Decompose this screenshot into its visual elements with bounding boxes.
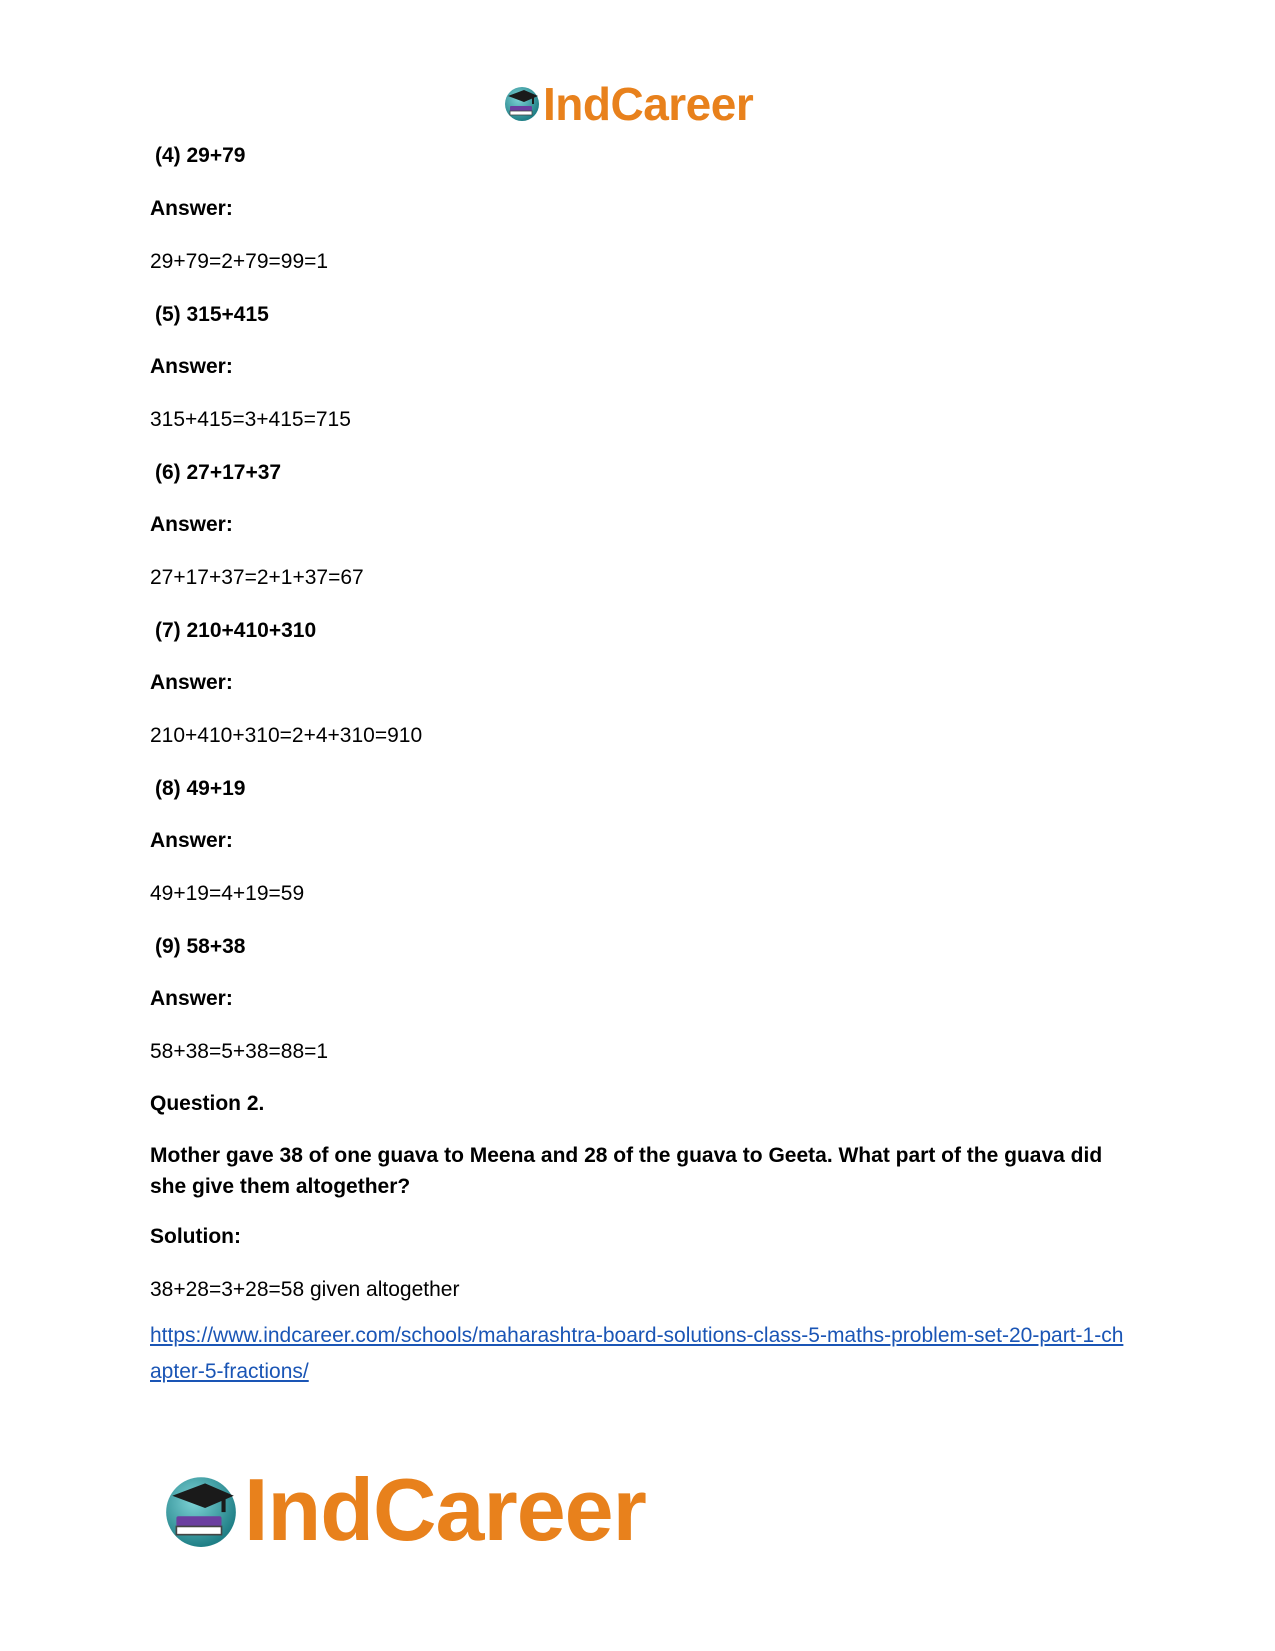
question-2-heading: Question 2. <box>150 1092 265 1115</box>
footer-logo <box>160 1460 646 1559</box>
source-link[interactable]: https://www.indcareer.com/schools/maharashtra-board-solutions-class-5-maths-problem-set-20-part-1-chapter-5-fractions/ <box>150 1324 1124 1383</box>
question-9: (9) 58+38 <box>155 935 246 958</box>
answer-9: 58+38=5+38=88=1 <box>150 1040 329 1063</box>
footer-logo-text: IndCareer <box>244 1460 646 1559</box>
graduation-cap-book-globe-icon <box>160 1467 242 1554</box>
solution-label: Solution: <box>150 1225 241 1248</box>
answer-label-6: Answer: <box>150 513 233 536</box>
header-logo <box>502 78 753 130</box>
answer-8: 49+19=4+19=59 <box>150 882 305 905</box>
answer-label-5: Answer: <box>150 355 233 378</box>
question-4: (4) 29+79 <box>155 144 246 167</box>
answer-label-4: Answer: <box>150 197 233 220</box>
answer-6: 27+17+37=2+1+37=67 <box>150 566 364 589</box>
answer-7: 210+410+310=2+4+310=910 <box>150 724 423 747</box>
solution-text: 38+28=3+28=58 given altogether <box>150 1278 460 1301</box>
answer-5: 315+415=3+415=715 <box>150 408 351 431</box>
question-8: (8) 49+19 <box>155 777 246 800</box>
answer-label-7: Answer: <box>150 671 233 694</box>
answer-label-8: Answer: <box>150 829 233 852</box>
question-5: (5) 315+415 <box>155 303 269 326</box>
answer-4: 29+79=2+79=99=1 <box>150 250 329 273</box>
question-2-text: Mother gave 38 of one guava to Meena and 28 of the guava to Geeta. What part of the guava did she give them altogether? <box>150 1144 1103 1198</box>
header-logo-text: IndCareer <box>543 78 754 130</box>
graduation-cap-book-globe-icon <box>502 82 542 127</box>
answer-label-9: Answer: <box>150 987 233 1010</box>
question-6: (6) 27+17+37 <box>155 461 282 484</box>
question-7: (7) 210+410+310 <box>155 619 317 642</box>
